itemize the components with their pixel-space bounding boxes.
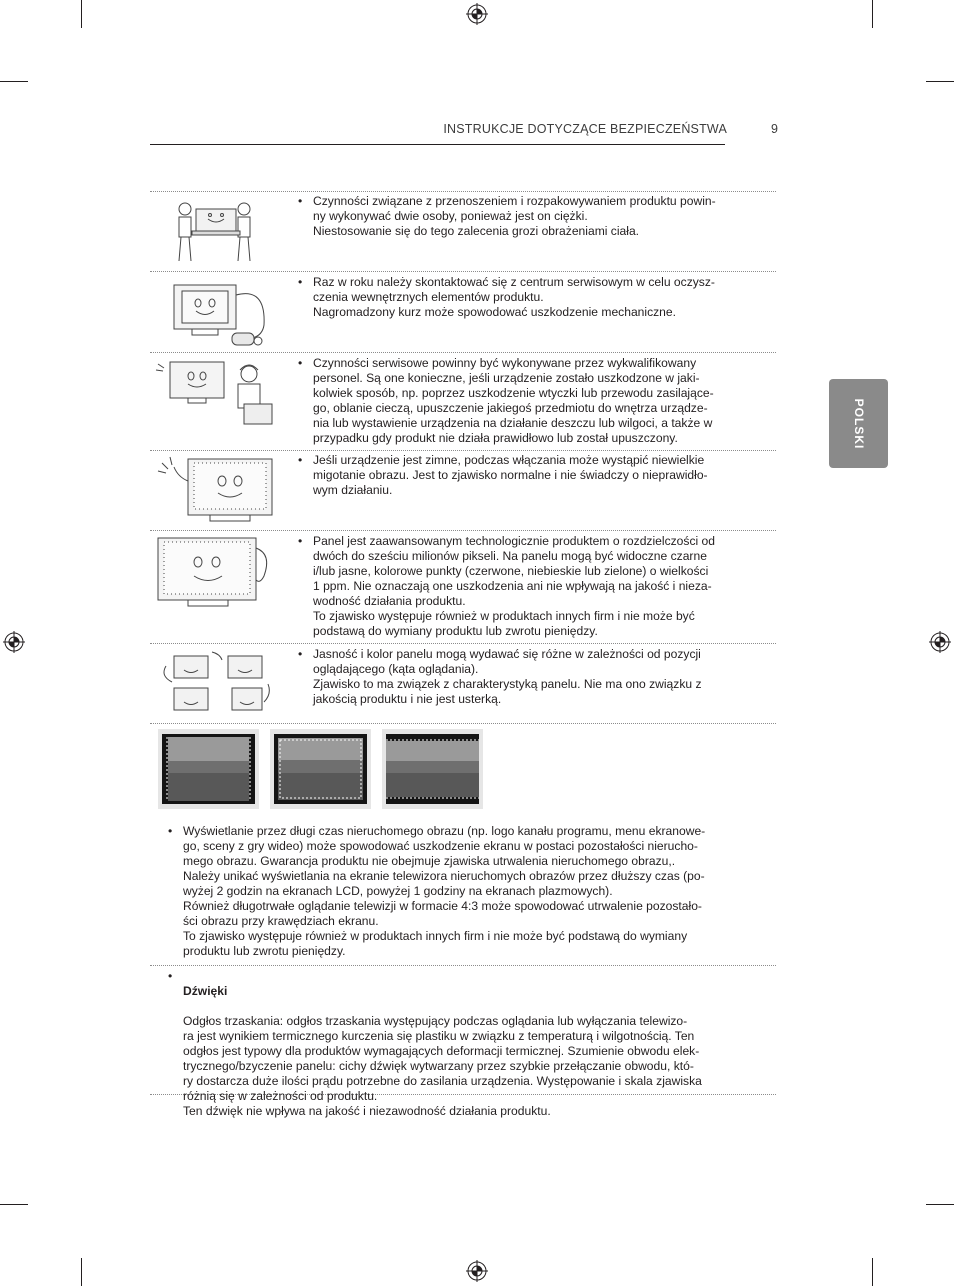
sounds-text: Odgłos trzaskania: odgłos trzaskania występujący podczas oglądania lub wyłączania telewizo- ra jest wynikiem termicznego kurczenia się plastiku w związku z temperaturą i wilgotnością. Ten odgłos jest typowy dla produktów wymagających deformacji termicznej. Szumienie obwodu elek- trycznego/bzyczenie panelu: cichy dźwięk wytwarzany przez szybkie przełączanie obwodu, któ- ry dostarcza duże ilości prądu potrzebne do zasilania urządzenia. Występowanie i skala zjawiska różnią się w zależności od produktu. Ten dźwięk nie wpływa na jakość i niezawodność działania produktu. [183, 1014, 702, 1118]
separator [150, 191, 776, 192]
registration-mark-bottom-icon [466, 1260, 488, 1282]
sounds-title: Dźwięki [183, 984, 228, 998]
list-item [298, 275, 754, 320]
sounds-body [183, 969, 758, 1134]
bullet-point: • [298, 275, 303, 289]
retention-frame-center-image [270, 729, 371, 809]
registration-mark-left-icon [3, 631, 25, 653]
crop-mark-tr-v [872, 0, 873, 28]
retention-letterbox-image [382, 729, 483, 809]
separator [150, 530, 776, 531]
list-item-text: Czynności związane z przenoszeniem i rozpakowywaniem produktu powin- ny wykonywać dwie osoby, ponieważ jest on ciężki. Niestosowanie się do tego zalecenia grozi obrażeniami ciała. [313, 194, 716, 238]
technician-with-toolbox-icon [152, 356, 277, 432]
header-rule [150, 144, 725, 145]
list-item-text: Czynności serwisowe powinny być wykonywane przez wykwalifikowany personel. Są one konieczne, jeśli urządzenie zostało uszkodzone w jaki- kolwiek sposób, np. poprzez uszkodzenie wtyczki lub przewodu zasilające- go, oblanie cieczą, upuszczenie jakiegoś przedmiotu do wnętrza urządze- nia lub wystawienie urządzenia na działanie deszczu lub wilgoci, a także w przypadku gdy produkt nie działa prawidłowo lub został upuszczony. [313, 356, 714, 445]
viewing-angle-tvs-icon [152, 648, 277, 724]
bullet-point: • [168, 969, 173, 983]
bullet-point: • [298, 453, 303, 467]
separator [150, 965, 776, 966]
separator [150, 271, 776, 272]
sounds-note [168, 969, 758, 1134]
list-item-text: Panel jest zaawansowanym technologicznie produktem o rozdzielczości od dwóch do sześciu milionów pikseli. Na panelu mogą być widoczne czarne i/lub jasne, kolorowe punkty (czerwone, niebieskie lub zielone) o wielkości 1 ppm. Nie oznaczają one uszkodzenia ani nie wpływają na jakość i nieza- wodność działania produktu. To zjawisko występuje również w produktach innych firm i nie może być podstawą do wymiany produktu lub zwrotu pieniędzy. [313, 534, 715, 638]
pixel-dots-tv-icon [152, 534, 277, 610]
separator [150, 352, 776, 353]
language-tab-label: POLSKI [851, 398, 866, 449]
list-item-text: Jasność i kolor panelu mogą wydawać się różne w zależności od pozycji oglądającego (kąta oglądania). Zjawisko to ma związek z charakterystyką panelu. Nie ma ono związku z jakością produktu i nie jest usterką. [313, 647, 702, 706]
two-people-carrying-tv-icon [152, 195, 277, 271]
list-item [298, 534, 754, 639]
language-tab [829, 379, 888, 468]
crop-mark-br-v [872, 1258, 873, 1286]
crop-mark-tl-v [81, 0, 82, 28]
list-item-text: Jeśli urządzenie jest zimne, podczas włączania może wystąpić niewielkie migotanie obrazu. Jest to zjawisko normalne i nie świadczy o nieprawidło- wym działaniu. [313, 453, 708, 497]
crop-mark-bl-v [81, 1258, 82, 1286]
image-retention-note [168, 824, 758, 959]
bullet-point: • [298, 534, 303, 548]
image-retention-text: Wyświetlanie przez długi czas nieruchomego obrazu (np. logo kanału programu, menu ekranowe- go, sceny z gry wideo) może spowodować uszkodzenie ekranu w postaci pozostałości nierucho- mego obrazu. Gwarancja produktu nie obejmuje zjawiska utrwalenia nieruchomego obrazu,. Należy unikać wyświetlania na ekranie telewizora nieruchomych obrazów przez dłuższy czas (po- wyżej 2 godzin na ekranach LCD, powyżej 1 godziny na ekranach plazmowych). Również długotrwałe oglądanie telewizji w formacie 4:3 może spowodować utrwalenie pozostało- ści obrazu przy krawędziach ekranu. To zjawisko występuje również w produktach innych firm i nie może być podstawą do wymiany produktu lub zwrotu pieniędzy. [183, 824, 706, 958]
list-item-text: Raz w roku należy skontaktować się z centrum serwisowym w celu oczysz- czenia wewnętrznych elementów produktu. Nagromadzony kurz może spowodować uszkodzenie mechaniczne. [313, 275, 715, 319]
retention-4x3-sides-image [158, 729, 259, 809]
list-item [298, 356, 754, 446]
list-item [298, 647, 754, 707]
list-item [298, 453, 754, 498]
tv-vacuum-cleaning-icon [152, 275, 277, 351]
bullet-point: • [298, 194, 303, 208]
crop-mark-tl-h [0, 81, 28, 82]
separator [150, 450, 776, 451]
list-item [298, 194, 754, 239]
crop-mark-tr-h [926, 81, 954, 82]
bullet-point: • [168, 824, 173, 838]
registration-mark-right-icon [929, 631, 951, 653]
page-number: 9 [771, 122, 778, 136]
bullet-point: • [298, 356, 303, 370]
separator [150, 643, 776, 644]
crop-mark-br-h [926, 1204, 954, 1205]
page-header-title: INSTRUKCJE DOTYCZĄCE BEZPIECZEŃSTWA [443, 122, 727, 136]
crop-mark-bl-h [0, 1204, 28, 1205]
bullet-point: • [298, 647, 303, 661]
registration-mark-top-icon [466, 3, 488, 25]
flickering-tv-icon [152, 453, 277, 529]
